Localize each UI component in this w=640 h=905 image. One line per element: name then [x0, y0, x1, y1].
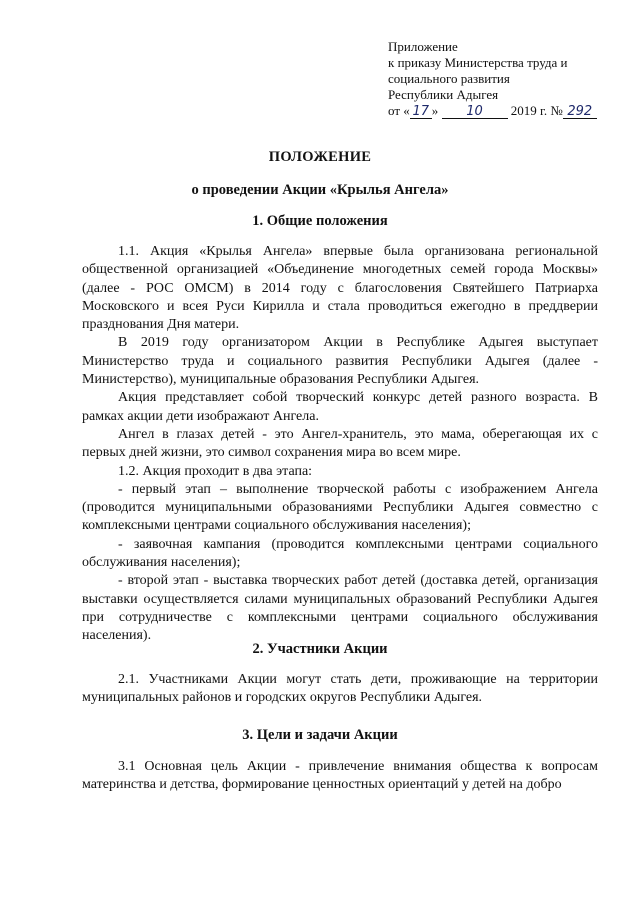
paragraph: Ангел в глазах детей - это Ангел-хранитель, это мама, оберегающая их с первых дней жизни, это символ сохранения мира во всем мире. — [82, 426, 598, 461]
paragraph: 1.1. Акция «Крылья Ангела» впервые была организована региональной общественной организацией «Объединение многодетных семей города Москвы» (далее - РОС ОМСМ) в 2014 году с благословения Святейшего Патриарха Московского и всея Руси Кирилла и стала проводиться ежегодно в преддверии празднования Дня матери. — [82, 244, 598, 333]
handwritten-month: 10 — [442, 105, 508, 119]
document-title: ПОЛОЖЕНИЕ — [268, 149, 372, 165]
section-3-heading: 3. Цели и задачи Акции — [242, 727, 398, 743]
appendix-ministry-line: социального развития — [388, 71, 510, 86]
section-2-heading: 2. Участники Акции — [252, 641, 388, 657]
appendix-date-line — [388, 103, 628, 119]
appendix-republic-line: Республики Адыгея — [388, 87, 499, 102]
handwritten-doc-number: 292 — [563, 105, 597, 119]
paragraph: Акция представляет собой творческий конкурс детей разного возраста. В рамках акции дети изображают Ангела. — [82, 390, 598, 424]
paragraph: В 2019 году организатором Акции в Республике Адыгея выступает Министерство труда и социального развития Республики Адыгея (далее - Министерство), муниципальные образования Республики Адыгея. — [82, 335, 598, 388]
document-subtitle: о проведении Акции «Крылья Ангела» — [191, 182, 449, 198]
list-item: - второй этап - выставка творческих работ детей (доставка детей, организация выставки осуществляется силами муниципальных образований Республики Адыгея при сотрудничестве с комплексными центрами социального обслуживания населения). — [82, 573, 598, 644]
paragraph: 2.1. Участниками Акции могут стать дети, проживающие на территории муниципальных районов и городских округов Республики Адыгея. — [82, 672, 598, 706]
list-item: - заявочная кампания (проводится комплексными центрами социального обслуживания населения); — [82, 536, 598, 571]
appendix-header — [388, 39, 628, 119]
date-prefix: от « — [388, 103, 410, 118]
section-1-heading: 1. Общие положения — [252, 213, 388, 229]
appendix-label: Приложение — [388, 39, 458, 54]
date-mid: » — [431, 103, 442, 118]
section-1-body — [82, 243, 598, 646]
paragraph: 3.1 Основная цель Акции - привлечение внимания общества к вопросам материнства и детства, формирование ценностных ориентаций у детей на добро — [82, 759, 598, 793]
list-item: - первый этап – выполнение творческой работы с изображением Ангела (проводится муниципальными образованиями Республики Адыгея совместно с комплексными центрами социального обслуживания населения); — [82, 481, 598, 534]
date-year: 2019 г. № — [507, 103, 563, 118]
section-2-body — [82, 671, 598, 708]
paragraph: 1.2. Акция проходит в два этапа: — [118, 463, 313, 479]
appendix-order-ref: к приказу Министерства труда и — [388, 55, 568, 70]
handwritten-day: 17 — [410, 105, 432, 119]
section-3-body — [82, 758, 598, 795]
